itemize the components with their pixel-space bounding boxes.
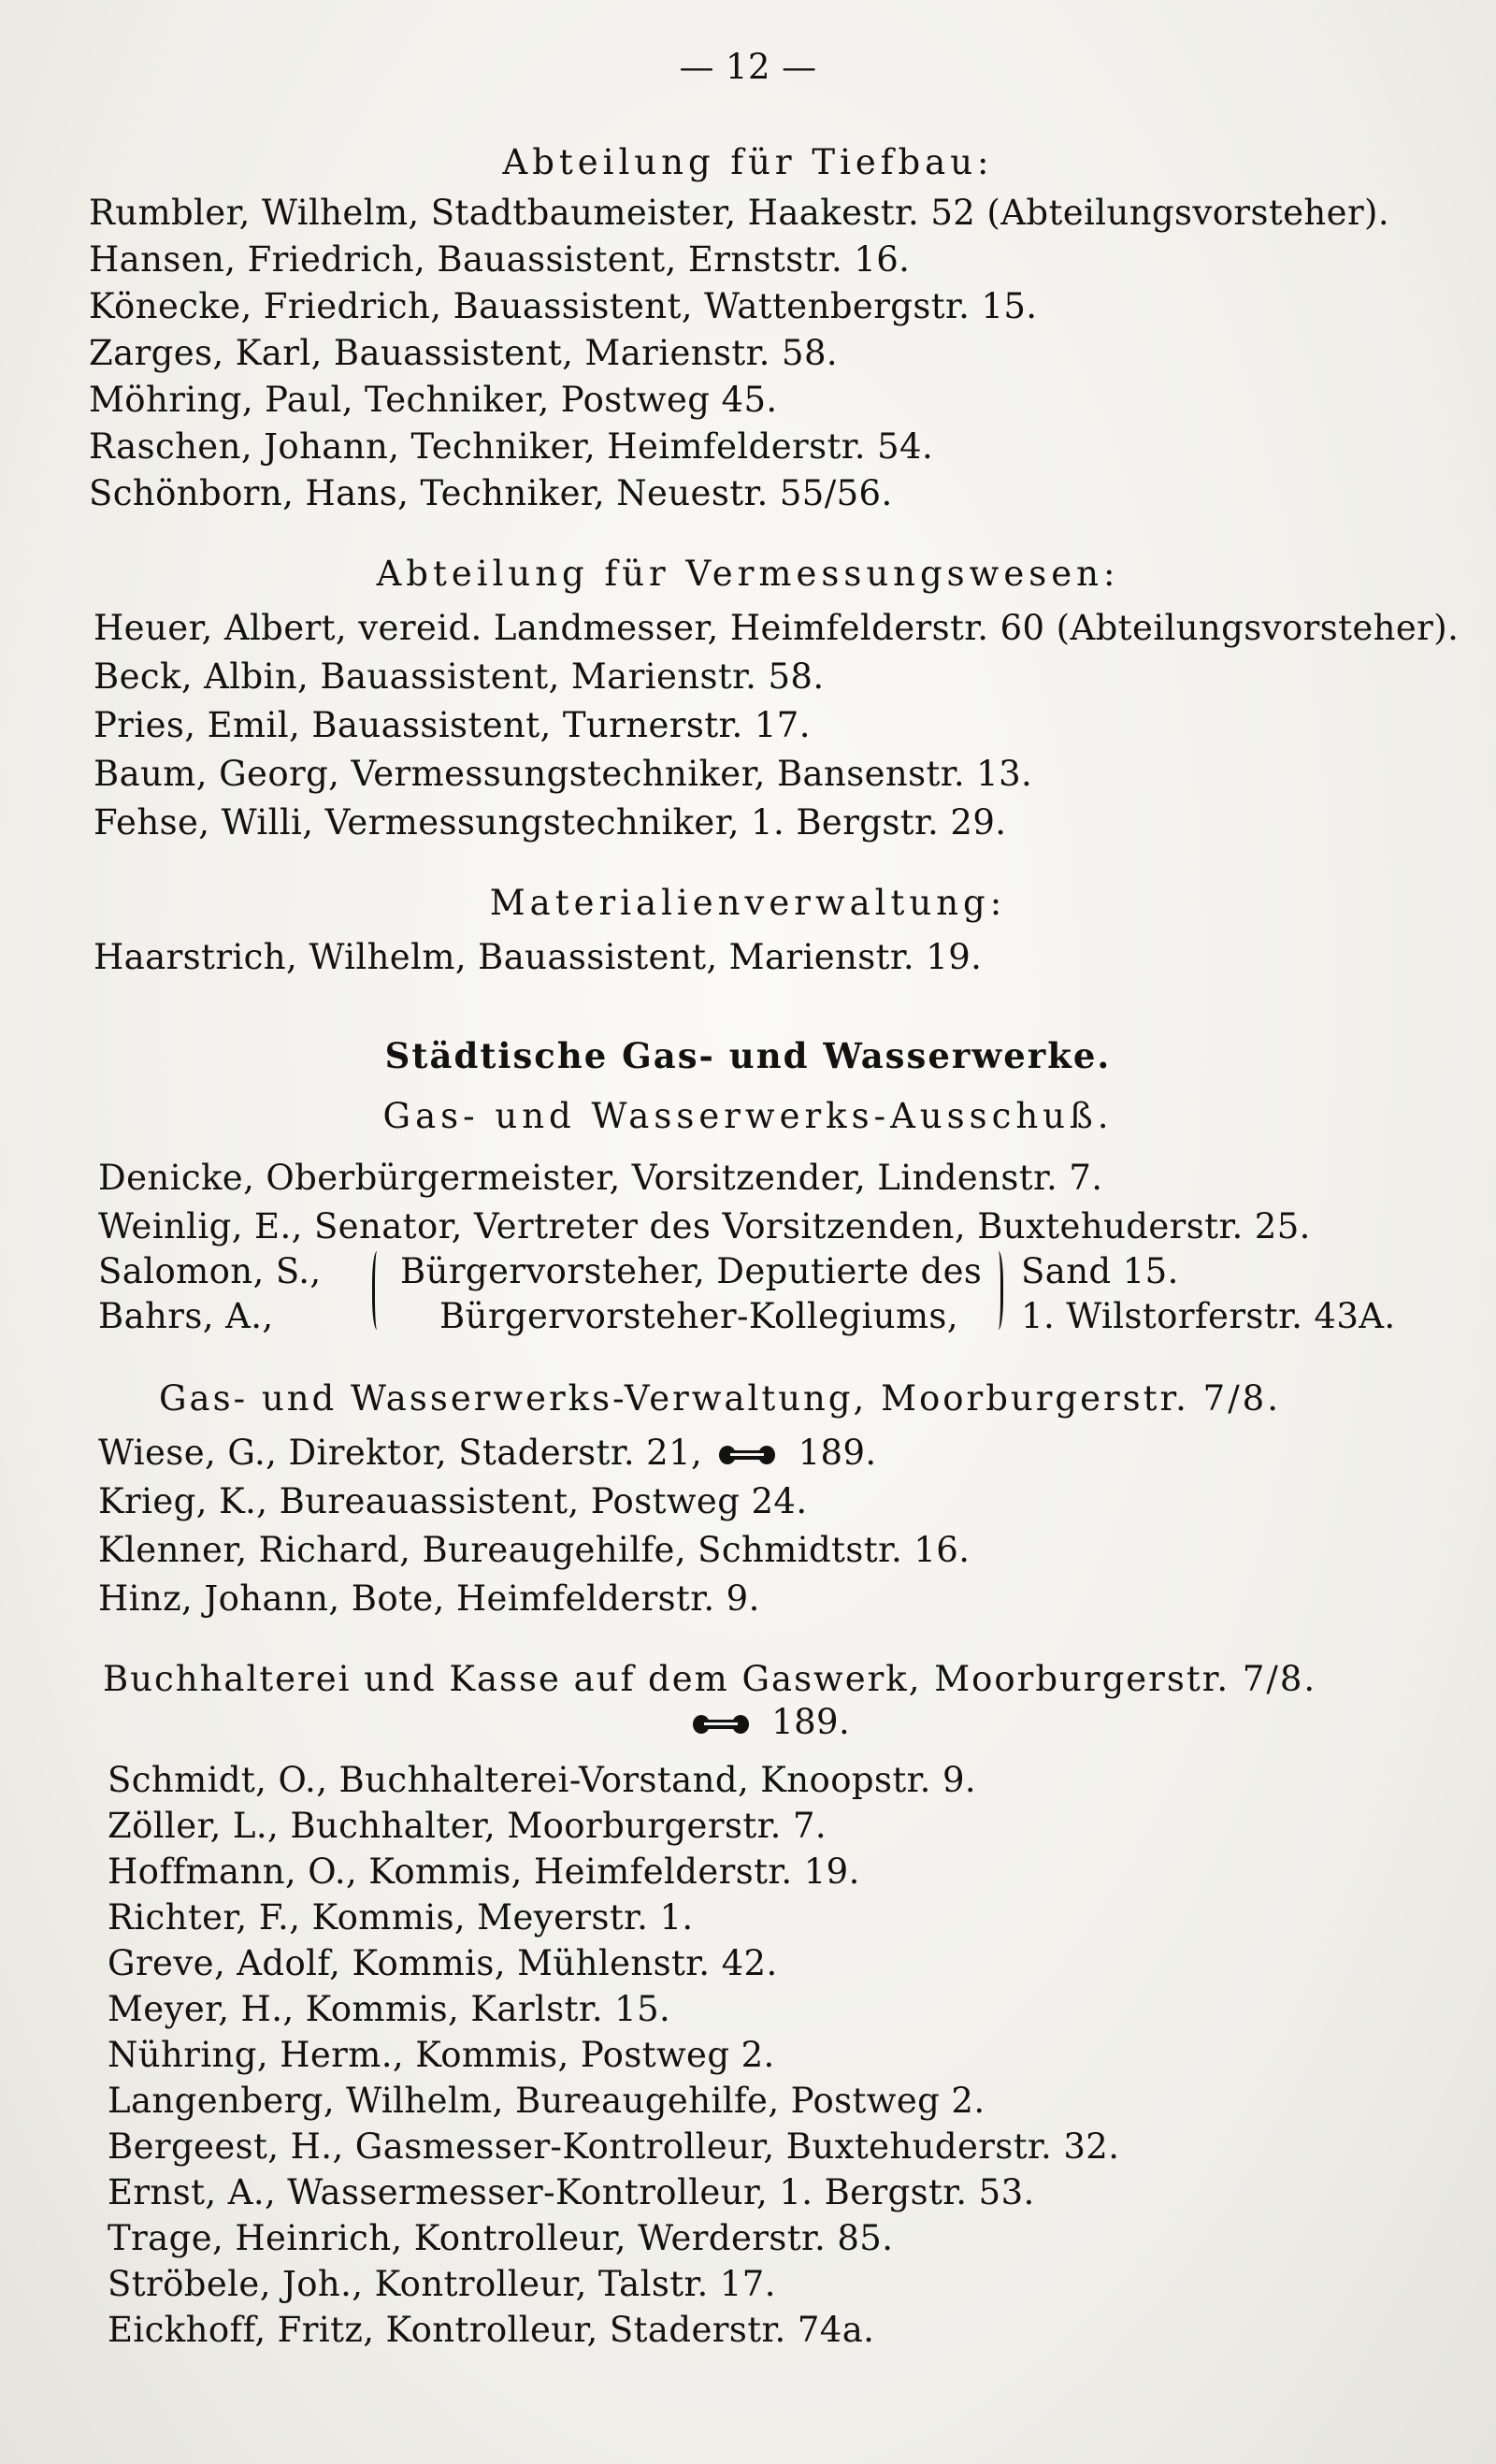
list-item: Fehse, Willi, Vermessungstechniker, 1. Bergstr. 29. — [94, 802, 1007, 843]
section-title-gaswerke: Städtische Gas- und Wasserwerke. — [384, 1035, 1112, 1076]
section-heading-ausschuss: Gas- und Wasserwerks-Ausschuß. — [382, 1096, 1114, 1136]
section-heading-material: Materialienverwaltung: — [489, 883, 1007, 923]
section-heading-verwaltung: Gas- und Wasserwerks-Verwaltung, Moorburgerstr. 7/8. — [159, 1378, 1281, 1419]
list-item: Pries, Emil, Bauassistent, Turnerstr. 17. — [94, 705, 811, 745]
list-item: Zöller, L., Buchhalter, Moorburgerstr. 7. — [108, 1806, 827, 1846]
list-item: Möhring, Paul, Techniker, Postweg 45. — [89, 380, 778, 420]
list-item: Ströbele, Joh., Kontrolleur, Talstr. 17. — [108, 2264, 776, 2304]
list-item: Greve, Adolf, Kommis, Mühlenstr. 42. — [108, 1943, 778, 1983]
list-item: Hansen, Friedrich, Bauassistent, Ernststr. 16. — [89, 239, 911, 280]
list-item: Könecke, Friedrich, Bauassistent, Wattenbergstr. 15. — [89, 286, 1038, 326]
braced-name: Bahrs, A., — [98, 1296, 274, 1336]
list-item: Hoffmann, O., Kommis, Heimfelderstr. 19. — [108, 1852, 860, 1892]
list-item: Ernst, A., Wassermesser-Kontrolleur, 1. Bergstr. 53. — [108, 2172, 1035, 2212]
list-item: Klenner, Richard, Bureaugehilfe, Schmidtstr. 16. — [98, 1530, 971, 1570]
telephone-icon — [691, 1703, 751, 1748]
list-item: Krieg, K., Bureauassistent, Postweg 24. — [98, 1481, 808, 1521]
braced-entry-group — [0, 1249, 1496, 1343]
list-item — [98, 1431, 877, 1478]
list-item: Rumbler, Wilhelm, Stadtbaumeister, Haakestr. 52 (Abteilungsvorsteher). — [89, 193, 1390, 233]
kasse-phone — [687, 1700, 850, 1748]
braced-role: Bürgervorsteher, Deputierte des — [400, 1251, 983, 1291]
page-number: — 12 — — [679, 47, 817, 87]
phone-number: 189. — [798, 1433, 877, 1473]
list-item: Richter, F., Kommis, Meyerstr. 1. — [108, 1897, 694, 1938]
braced-role: Bürgervorsteher-Kollegiums, — [439, 1296, 958, 1336]
list-item: Haarstrich, Wilhelm, Bauassistent, Marienstr. 19. — [94, 937, 983, 977]
list-item: Denicke, Oberbürgermeister, Vorsitzender, Lindenstr. 7. — [98, 1158, 1103, 1198]
list-item: Raschen, Johann, Techniker, Heimfelderstr. 54. — [89, 426, 934, 467]
phone-number: 189. — [771, 1702, 851, 1742]
list-item: Heuer, Albert, vereid. Landmesser, Heimfelderstr. 60 (Abteilungsvorsteher). — [94, 608, 1460, 648]
right-brace — [991, 1251, 1003, 1330]
list-item: Meyer, H., Kommis, Karlstr. 15. — [108, 1989, 671, 2029]
list-item: Langenberg, Wilhelm, Bureaugehilfe, Postweg 2. — [108, 2081, 985, 2121]
section-heading-tiefbau: Abteilung für Tiefbau: — [502, 142, 994, 182]
list-item: Beck, Albin, Bauassistent, Marienstr. 58. — [94, 656, 825, 697]
list-item: Hinz, Johann, Bote, Heimfelderstr. 9. — [98, 1578, 760, 1619]
section-heading-kasse: Buchhalterei und Kasse auf dem Gaswerk, Moorburgerstr. 7/8. — [103, 1659, 1317, 1699]
list-item: Weinlig, E., Senator, Vertreter des Vorsitzenden, Buxtehuderstr. 25. — [98, 1206, 1311, 1246]
braced-address: 1. Wilstorferstr. 43A. — [1021, 1296, 1396, 1336]
list-item: Nühring, Herm., Kommis, Postweg 2. — [108, 2035, 775, 2075]
list-item: Bergeest, H., Gasmesser-Kontrolleur, Buxtehuderstr. 32. — [108, 2126, 1120, 2167]
list-item: Zarges, Karl, Bauassistent, Marienstr. 58. — [89, 333, 839, 373]
section-heading-vermessung: Abteilung für Vermessungswesen: — [376, 554, 1120, 594]
list-item: Schönborn, Hans, Techniker, Neuestr. 55/56. — [89, 473, 893, 513]
telephone-icon — [717, 1434, 777, 1478]
entry-text: Wiese, G., Direktor, Staderstr. 21, — [98, 1433, 703, 1473]
list-item: Trage, Heinrich, Kontrolleur, Werderstr. 85. — [108, 2218, 894, 2258]
braced-address: Sand 15. — [1021, 1251, 1179, 1291]
left-brace — [372, 1251, 384, 1330]
list-item: Baum, Georg, Vermessungstechniker, Bansenstr. 13. — [94, 754, 1033, 794]
braced-name: Salomon, S., — [98, 1251, 322, 1291]
list-item: Schmidt, O., Buchhalterei-Vorstand, Knoopstr. 9. — [108, 1760, 977, 1800]
list-item: Eickhoff, Fritz, Kontrolleur, Staderstr. 74a. — [108, 2310, 875, 2350]
